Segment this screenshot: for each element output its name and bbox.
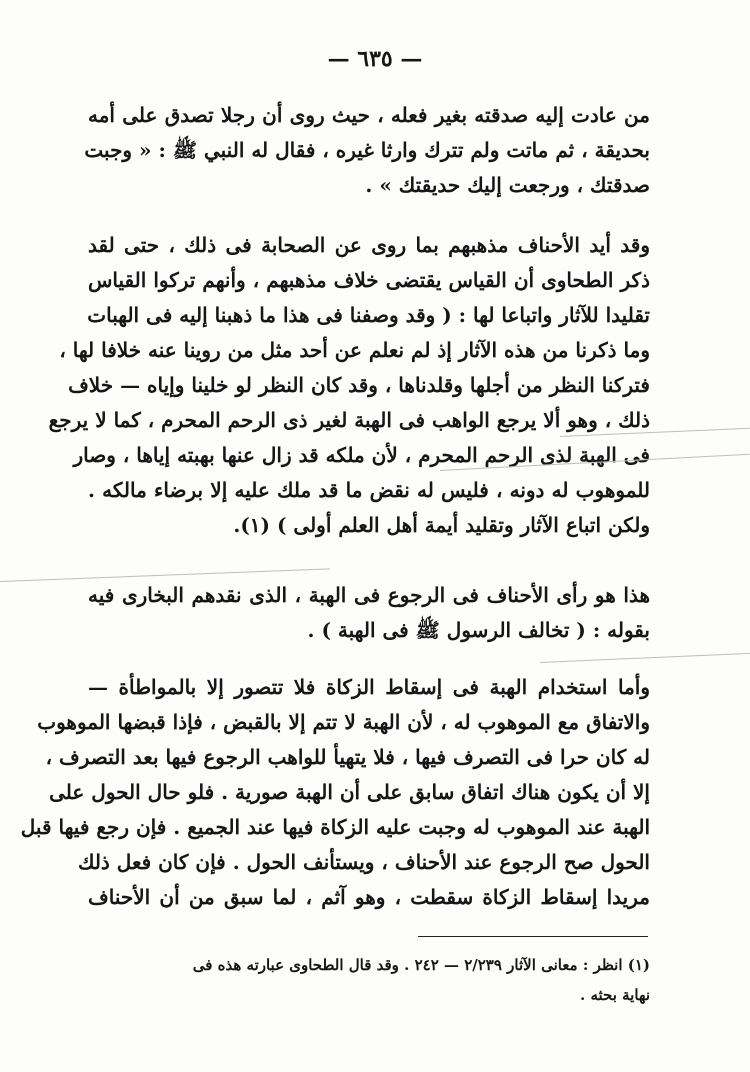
text-line: الهبة عند الموهوب له وجبت عليه الزكاة فيها عند الجميع . فإن رجع فيها قبل (20, 815, 650, 839)
text-line: له كان حرا فى التصرف فيها ، فلا يتهيأ للواهب الرجوع فيها بعد التصرف ، (45, 745, 650, 769)
text-line: مريدا إسقاط الزكاة سقطت ، وهو آثم ، لما سبق من أن الأحناف (88, 885, 650, 909)
text-line: تقليدا للآثار واتباعا لها : ( وقد وصفنا فى هذا ما ذهبنا إليه فى الهبات (87, 303, 650, 327)
text-line: وأما استخدام الهبة فى إسقاط الزكاة فلا تتصور إلا بالمواطأة — (88, 675, 651, 699)
text-line: إلا أن يكون هناك اتفاق سابق على أن الهبة صورية . فلو حال الحول على (49, 780, 650, 804)
paragraph-3 (88, 578, 650, 648)
text-line: بقوله : ( تخالف الرسول ﷺ فى الهبة ) . (307, 618, 650, 642)
paragraph-1 (84, 98, 650, 203)
paragraph-4 (20, 670, 651, 915)
text-line: للموهوب له دونه ، فليس له نقض ما قد ملك عليه إلا برضاء مالكه . (88, 478, 650, 502)
footnote-divider (418, 936, 648, 937)
text-line: صدقتك ، ورجعت إليك حديقتك » . (365, 173, 650, 197)
text-line: وقد أيد الأحناف مذهبهم بما روى عن الصحابة فى ذلك ، حتى لقد (88, 233, 650, 257)
text-line: من عادت إليه صدقته بغير فعله ، حيث روى أن رجلا تصدق على أمه (88, 103, 650, 127)
footnote-line: نهاية بحثه . (580, 986, 650, 1004)
text-line: فتركنا النظر من أجلها وقلدناها ، وقد كان النظر لو خلينا وإياه — خلاف (68, 373, 650, 397)
page-number: — ٦٣٥ — (327, 46, 423, 72)
text-line: الحول صح الرجوع عند الأحناف ، ويستأنف الحول . فإن كان فعل ذلك (77, 850, 650, 874)
text-line: ذكر الطحاوى أن القياس يقتضى خلاف مذهبهم ، وأنهم تركوا القياس (88, 268, 650, 292)
text-line: والاتفاق مع الموهوب له ، لأن الهبة لا تتم إلا بالقبض ، فإذا قبضها الموهوب (37, 710, 650, 734)
text-line: ذلك ، وهو ألا يرجع الواهب فى الهبة لغير ذى الرحم المحرم ، كما لا يرجع (48, 408, 650, 432)
text-line: فى الهبة لذى الرحم المحرم ، لأن ملكه قد زال عنها بهبته إياها ، وصار (73, 443, 650, 467)
text-line: بحديقة ، ثم ماتت ولم تترك وارثا غيره ، فقال له النبي ﷺ : « وجبت (84, 138, 650, 162)
paragraph-2 (48, 228, 650, 543)
text-line: وما ذكرنا من هذه الآثار إذ لم نعلم عن أحد مثل من روينا عنه خلافا لها ، (59, 338, 650, 362)
footnote (150, 950, 650, 1010)
text-line: ولكن اتباع الآثار وتقليد أيمة أهل العلم أولى ) (١). (233, 513, 650, 537)
scan-artifact-line (540, 653, 750, 663)
text-line: هذا هو رأى الأحناف فى الرجوع فى الهبة ، الذى نقدهم البخارى فيه (88, 583, 650, 607)
footnote-line: (١) انظر : معانى الآثار ٢/٢٣٩ — ٢٤٢ . وقد قال الطحاوى عبارته هذه فى (192, 956, 650, 974)
